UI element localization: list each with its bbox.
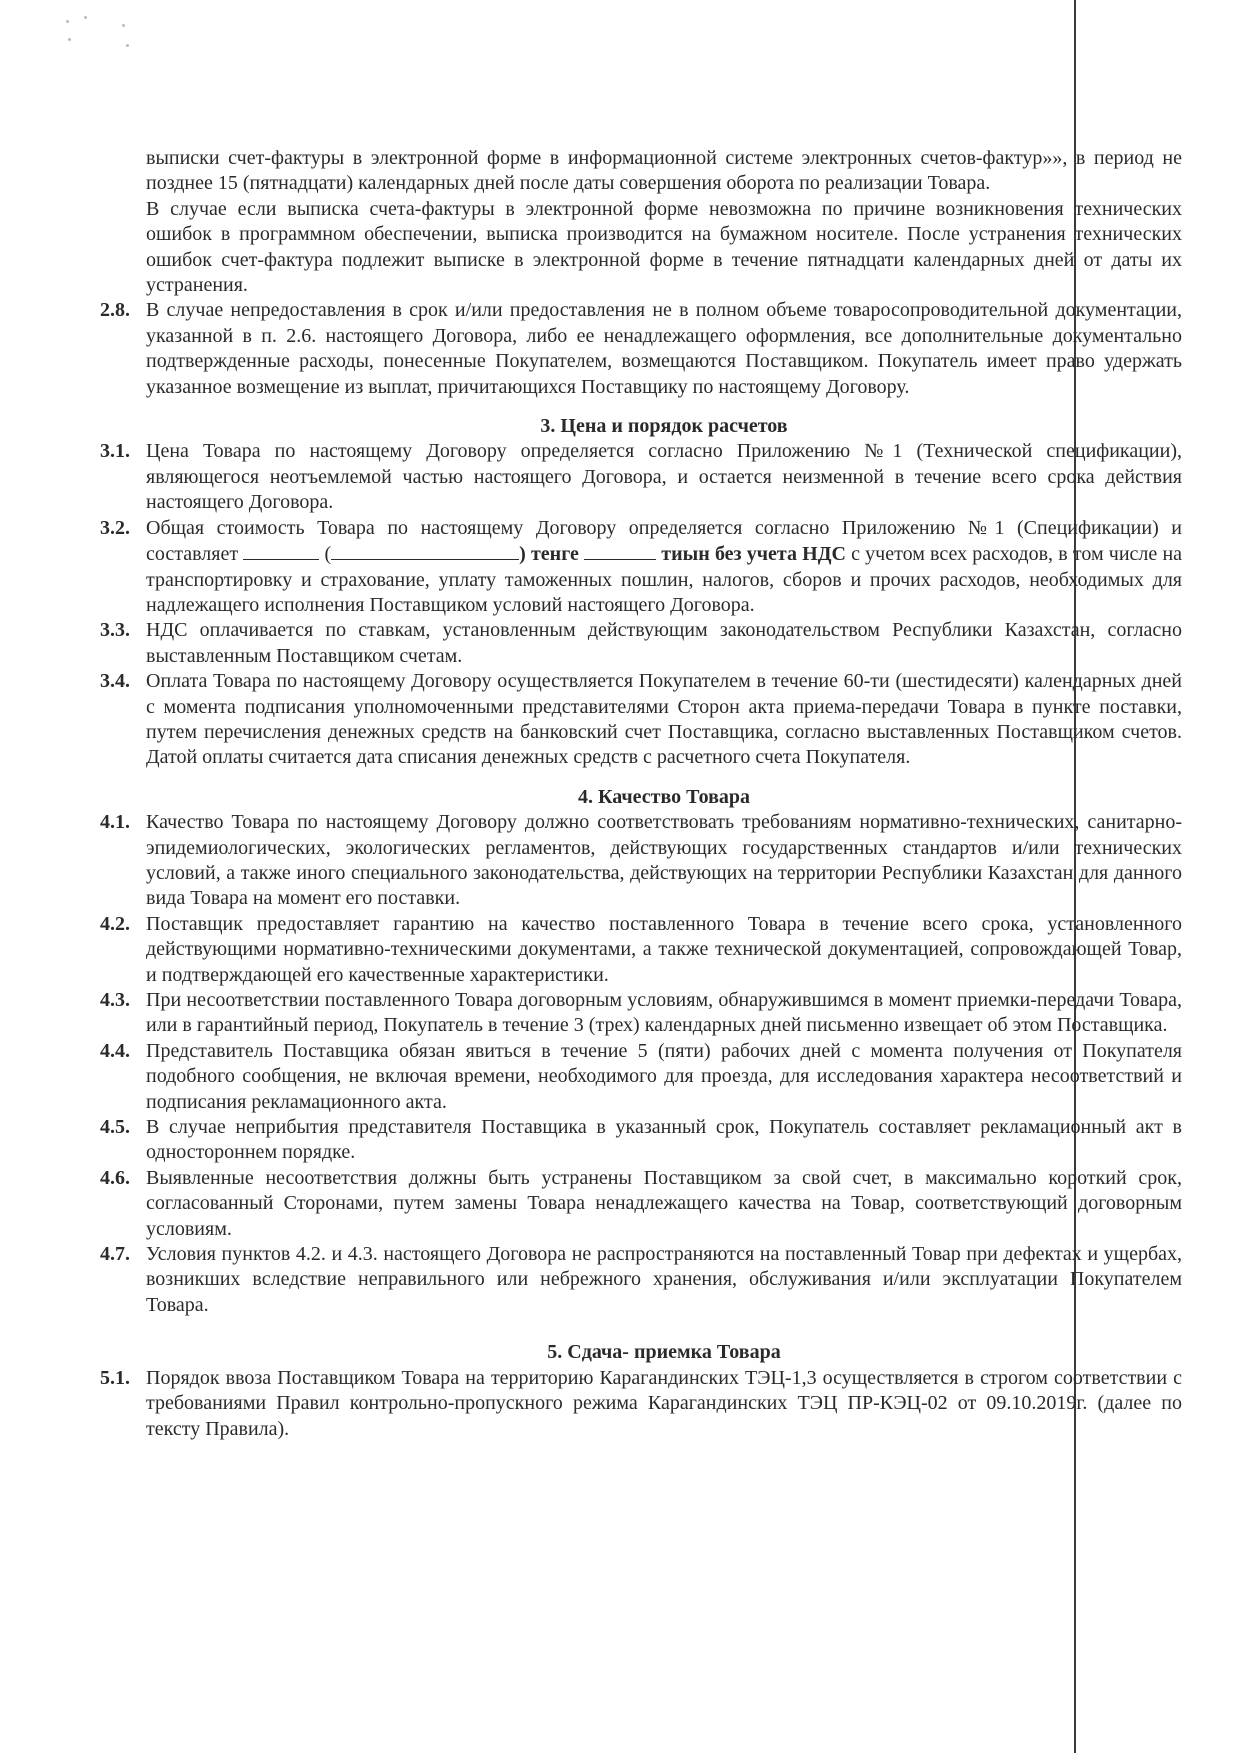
intro-paragraph-1: выписки счет-фактуры в электронной форме в информационной системе электронных счетов-фактур»», в период не позднее 15 (пятнадцати) календарных дней после даты совершения оборота по реализации Товара.: [146, 147, 1182, 195]
clause-text: НДС оплачивается по ставкам, установленным действующим законодательством Республики Казахстан, согласно выставленным Поставщиком счетам.: [146, 619, 1182, 667]
clause-text: При несоответствии поставленного Товара договорным условиям, обнаружившимся в момент приемки-передачи Товара, или в гарантийный период, Покупатель в течение 3 (трех) календарных дней письменно извещает об этом Поставщика.: [146, 989, 1182, 1037]
open-paren: (: [324, 543, 332, 566]
section-4-title: 4. Качество Товара: [577, 785, 751, 808]
intro-block: [100, 146, 1182, 298]
clause-text: Цена Товара по настоящему Договору определяется согласно Приложению №1 (Технической спецификации), являющегося неотъемлемой частью настоящего Договора, и остается неизменной в течение всего срока действия настоящего Договора.: [146, 440, 1182, 514]
clause-3-2-lead: Общая стоимость Товара по настоящему Договору определяется согласно Приложению №1 (Спецификации) и составляет: [146, 516, 1182, 566]
clause-text: Качество Товара по настоящему Договору должно соответствовать требованиям нормативно-технических, санитарно-эпидемиологических, экологических регламентов, действующих государственных стандартов и/или технических условий, а также иного специального законодательства, действующих на территории Республики Казахстан для данного вида Товара на момент его поставки.: [146, 811, 1182, 910]
clause-3-3: [100, 618, 1182, 669]
clause-number: 4.4.: [100, 1039, 130, 1062]
clause-4-2: [100, 912, 1182, 988]
clause-3-1: [100, 439, 1182, 515]
clause-text: В случае непредоставления в срок и/или предоставления не в полном объеме товаросопроводительной документации, указанной в п. 2.6. настоящего Договора, либо ее ненадлежащего оформления, все дополнительные документально подтвержденные расходы, понесенные Покупателем, возмещаются Поставщиком. Покупатель имеет право удержать указанное возмещение из выплат, причитающихся Поставщику по настоящему Договору.: [146, 299, 1182, 398]
clause-2-8: [100, 298, 1182, 400]
clause-4-6: [100, 1166, 1182, 1242]
clause-4-5: [100, 1115, 1182, 1166]
clause-text: Условия пунктов 4.2. и 4.3. настоящего Договора не распространяются на поставленный Товар при дефектах и ущербах, возникших вследствие неправильного или небрежного хранения, обслуживания и/или эксплуатации Покупателем Товара.: [146, 1243, 1182, 1316]
clause-text: Выявленные несоответствия должны быть устранены Поставщиком за свой счет, в максимально короткий срок, согласованный Сторонами, путем замены Товара ненадлежащего качества на Товар, соответствующий договорным условиям.: [146, 1166, 1182, 1240]
clause-3-4: [100, 669, 1182, 771]
clause-4-3: [100, 988, 1182, 1039]
clause-text: Порядок ввоза Поставщиком Товара на территорию Карагандинских ТЭЦ-1,3 осуществляется в строгом соответствии с требованиями Правил контрольно-пропускного режима Карагандинских ТЭЦ ПР-КЭЦ-02 от 09.10.2019г. (далее по тексту Правила).: [146, 1366, 1182, 1440]
clause-number: 5.1.: [100, 1366, 130, 1389]
clause-4-4: [100, 1039, 1182, 1115]
clause-number: 2.8.: [100, 299, 130, 322]
tenge-label: ) тенге: [519, 543, 579, 566]
clause-number: 4.3.: [100, 989, 130, 1011]
clause-text: [146, 516, 1182, 619]
clause-number: 3.2.: [100, 516, 130, 539]
clause-3-2: [100, 516, 1182, 619]
clause-text: Поставщик предоставляет гарантию на качество поставленного Товара в течение всего срока, установленного действующими нормативно-техническими документами, а также технической документацией, сопровождающей Товар, и подтверждающей его качественные характеристики.: [146, 912, 1182, 986]
clause-number: 3.3.: [100, 619, 130, 642]
clause-4-7: [100, 1242, 1182, 1318]
clause-text: Представитель Поставщика обязан явиться в течение 5 (пяти) рабочих дней с момента получения от Покупателя подобного сообщения, не включая времени, необходимого для проезда, для исследования характера несоответствий и подписания рекламационного акта.: [146, 1039, 1182, 1113]
amount-words-blank: [331, 541, 519, 560]
clause-4-1: [100, 810, 1182, 912]
clause-number: 4.1.: [100, 811, 130, 834]
clause-5-1: [100, 1366, 1182, 1442]
clause-number: 4.5.: [100, 1116, 130, 1139]
section-5-title: 5. Сдача- приемка Товара: [547, 1341, 781, 1364]
clause-number: 3.4.: [100, 670, 130, 693]
clause-number: 4.6.: [100, 1166, 130, 1189]
tiyn-label: тиын без учета НДС: [661, 543, 846, 566]
clause-text: Оплата Товара по настоящему Договору осуществляется Покупателем в течение 60-ти (шестидесяти) календарных дней с момента подписания уполномоченными представителями Сторон акта приема-передачи Товара в пункте поставки, путем перечисления денежных средств на банковский счет Поставщика, согласно выставленных Поставщиком счетов. Датой оплаты считается дата списания денежных средств с расчетного счета Покупателя.: [146, 670, 1182, 769]
clause-3-2-rest: с учетом всех расходов, в том числе на транспортировку и страхование, уплату таможенных пошлин, налогов, сборов и прочих расходов, необходимых для надлежащего исполнения Поставщиком условий настоящего Договора.: [146, 543, 1183, 616]
intro-paragraph-2: В случае если выписка счета-фактуры в электронной форме невозможна по причине возникновения технических ошибок в программном обеспечении, выписка производится на бумажном носителе. После устранения технических ошибок счет-фактура подлежит выписке в электронной форме в течение пятнадцати календарных дней от даты их устранения.: [146, 197, 1182, 297]
scan-specks: [62, 14, 152, 54]
clause-number: 4.2.: [100, 912, 130, 935]
amount-blank: [243, 541, 319, 560]
section-3-title: 3. Цена и порядок расчетов: [540, 415, 788, 438]
clause-number: 3.1.: [100, 440, 130, 463]
clause-number: 4.7.: [100, 1243, 130, 1266]
tiyn-blank: [584, 541, 656, 560]
document-body: [100, 146, 1182, 1442]
clause-text: В случае неприбытия представителя Поставщика в указанный срок, Покупатель составляет рекламационный акт в одностороннем порядке.: [146, 1116, 1182, 1164]
